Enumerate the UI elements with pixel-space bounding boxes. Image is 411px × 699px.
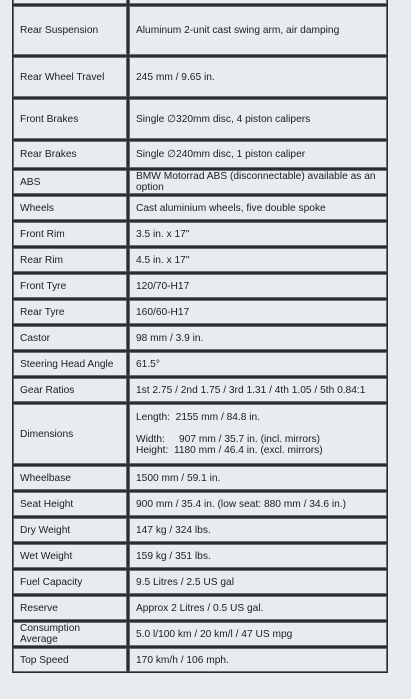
spec-row xyxy=(13,492,387,516)
spec-row xyxy=(13,378,387,402)
spec-value: 120/70-H17 xyxy=(129,274,387,298)
spec-row xyxy=(13,544,387,568)
spec-row xyxy=(13,352,387,376)
spec-value: Cast aluminium wheels, five double spoke xyxy=(129,196,387,220)
spec-value: 98 mm / 3.9 in. xyxy=(129,326,387,350)
spec-row xyxy=(13,6,387,55)
spec-value: 147 kg / 324 lbs. xyxy=(129,518,387,542)
spec-value: 4.5 in. x 17" xyxy=(129,248,387,272)
spec-value xyxy=(129,0,387,4)
spec-value: 245 mm / 9.65 in. xyxy=(129,57,387,97)
spec-label: Gear Ratios xyxy=(13,378,127,402)
spec-label: Wet Weight xyxy=(13,544,127,568)
spec-row xyxy=(13,326,387,350)
spec-value: Aluminum 2-unit cast swing arm, air damping xyxy=(129,6,387,55)
spec-value: 9.5 Litres / 2.5 US gal xyxy=(129,570,387,594)
spec-value: 3.5 in. x 17" xyxy=(129,222,387,246)
spec-value: 1500 mm / 59.1 in. xyxy=(129,466,387,490)
spec-value: BMW Motorrad ABS (disconnectable) available as an option xyxy=(129,170,387,194)
spec-row xyxy=(13,141,387,168)
spec-label: Rear Suspension xyxy=(13,6,127,55)
spec-value: 160/60-H17 xyxy=(129,300,387,324)
spec-label: Front Rim xyxy=(13,222,127,246)
spec-value: 1st 2.75 / 2nd 1.75 / 3rd 1.31 / 4th 1.05 / 5th 0.84:1 xyxy=(129,378,387,402)
spec-label: Fuel Capacity xyxy=(13,570,127,594)
spec-label: Front Brakes xyxy=(13,99,127,139)
spec-value-line: Width: 907 mm / 35.7 in. (incl. mirrors) xyxy=(136,434,320,445)
spec-value: Single ∅240mm disc, 1 piston caliper xyxy=(129,141,387,168)
spec-row xyxy=(13,0,387,4)
spec-row xyxy=(13,196,387,220)
spec-row xyxy=(13,248,387,272)
spec-label: Wheelbase xyxy=(13,466,127,490)
spec-table xyxy=(11,0,389,674)
spec-label: Wheels xyxy=(13,196,127,220)
spec-row xyxy=(13,99,387,139)
spec-row xyxy=(13,570,387,594)
spec-label: Dimensions xyxy=(13,404,127,464)
spec-row xyxy=(13,466,387,490)
spec-row xyxy=(13,274,387,298)
spec-row xyxy=(13,57,387,97)
spec-label: Seat Height xyxy=(13,492,127,516)
spec-label: Rear Brakes xyxy=(13,141,127,168)
spec-value: 900 mm / 35.4 in. (low seat: 880 mm / 34.6 in.) xyxy=(129,492,387,516)
spec-label: Castor xyxy=(13,326,127,350)
spec-row xyxy=(13,648,387,672)
spec-label: Consumption Average xyxy=(13,622,127,646)
spec-label: Rear Wheel Travel xyxy=(13,57,127,97)
spec-row xyxy=(13,170,387,194)
spec-row xyxy=(13,404,387,464)
spec-label: Top Speed xyxy=(13,648,127,672)
spec-label: Reserve xyxy=(13,596,127,620)
spec-label xyxy=(13,0,127,4)
spec-label: Steering Head Angle xyxy=(13,352,127,376)
spec-row xyxy=(13,596,387,620)
spec-value: 170 km/h / 106 mph. xyxy=(129,648,387,672)
spec-row xyxy=(13,222,387,246)
spec-label: Front Tyre xyxy=(13,274,127,298)
spec-value-line xyxy=(136,423,380,434)
spec-value-line: Length: 2155 mm / 84.8 in. xyxy=(136,412,261,423)
spec-value: 5.0 l/100 km / 20 km/l / 47 US mpg xyxy=(129,622,387,646)
spec-value: 159 kg / 351 lbs. xyxy=(129,544,387,568)
spec-value: Single ∅320mm disc, 4 piston calipers xyxy=(129,99,387,139)
spec-table-body xyxy=(13,0,387,672)
spec-label: ABS xyxy=(13,170,127,194)
spec-value-line: Height: 1180 mm / 46.4 in. (excl. mirrors) xyxy=(136,445,323,456)
spec-row xyxy=(13,622,387,646)
spec-row xyxy=(13,300,387,324)
spec-label: Dry Weight xyxy=(13,518,127,542)
spec-value: Approx 2 Litres / 0.5 US gal. xyxy=(129,596,387,620)
spec-value: 61.5° xyxy=(129,352,387,376)
spec-label: Rear Rim xyxy=(13,248,127,272)
spec-label: Rear Tyre xyxy=(13,300,127,324)
spec-value xyxy=(129,404,387,464)
spec-row xyxy=(13,518,387,542)
